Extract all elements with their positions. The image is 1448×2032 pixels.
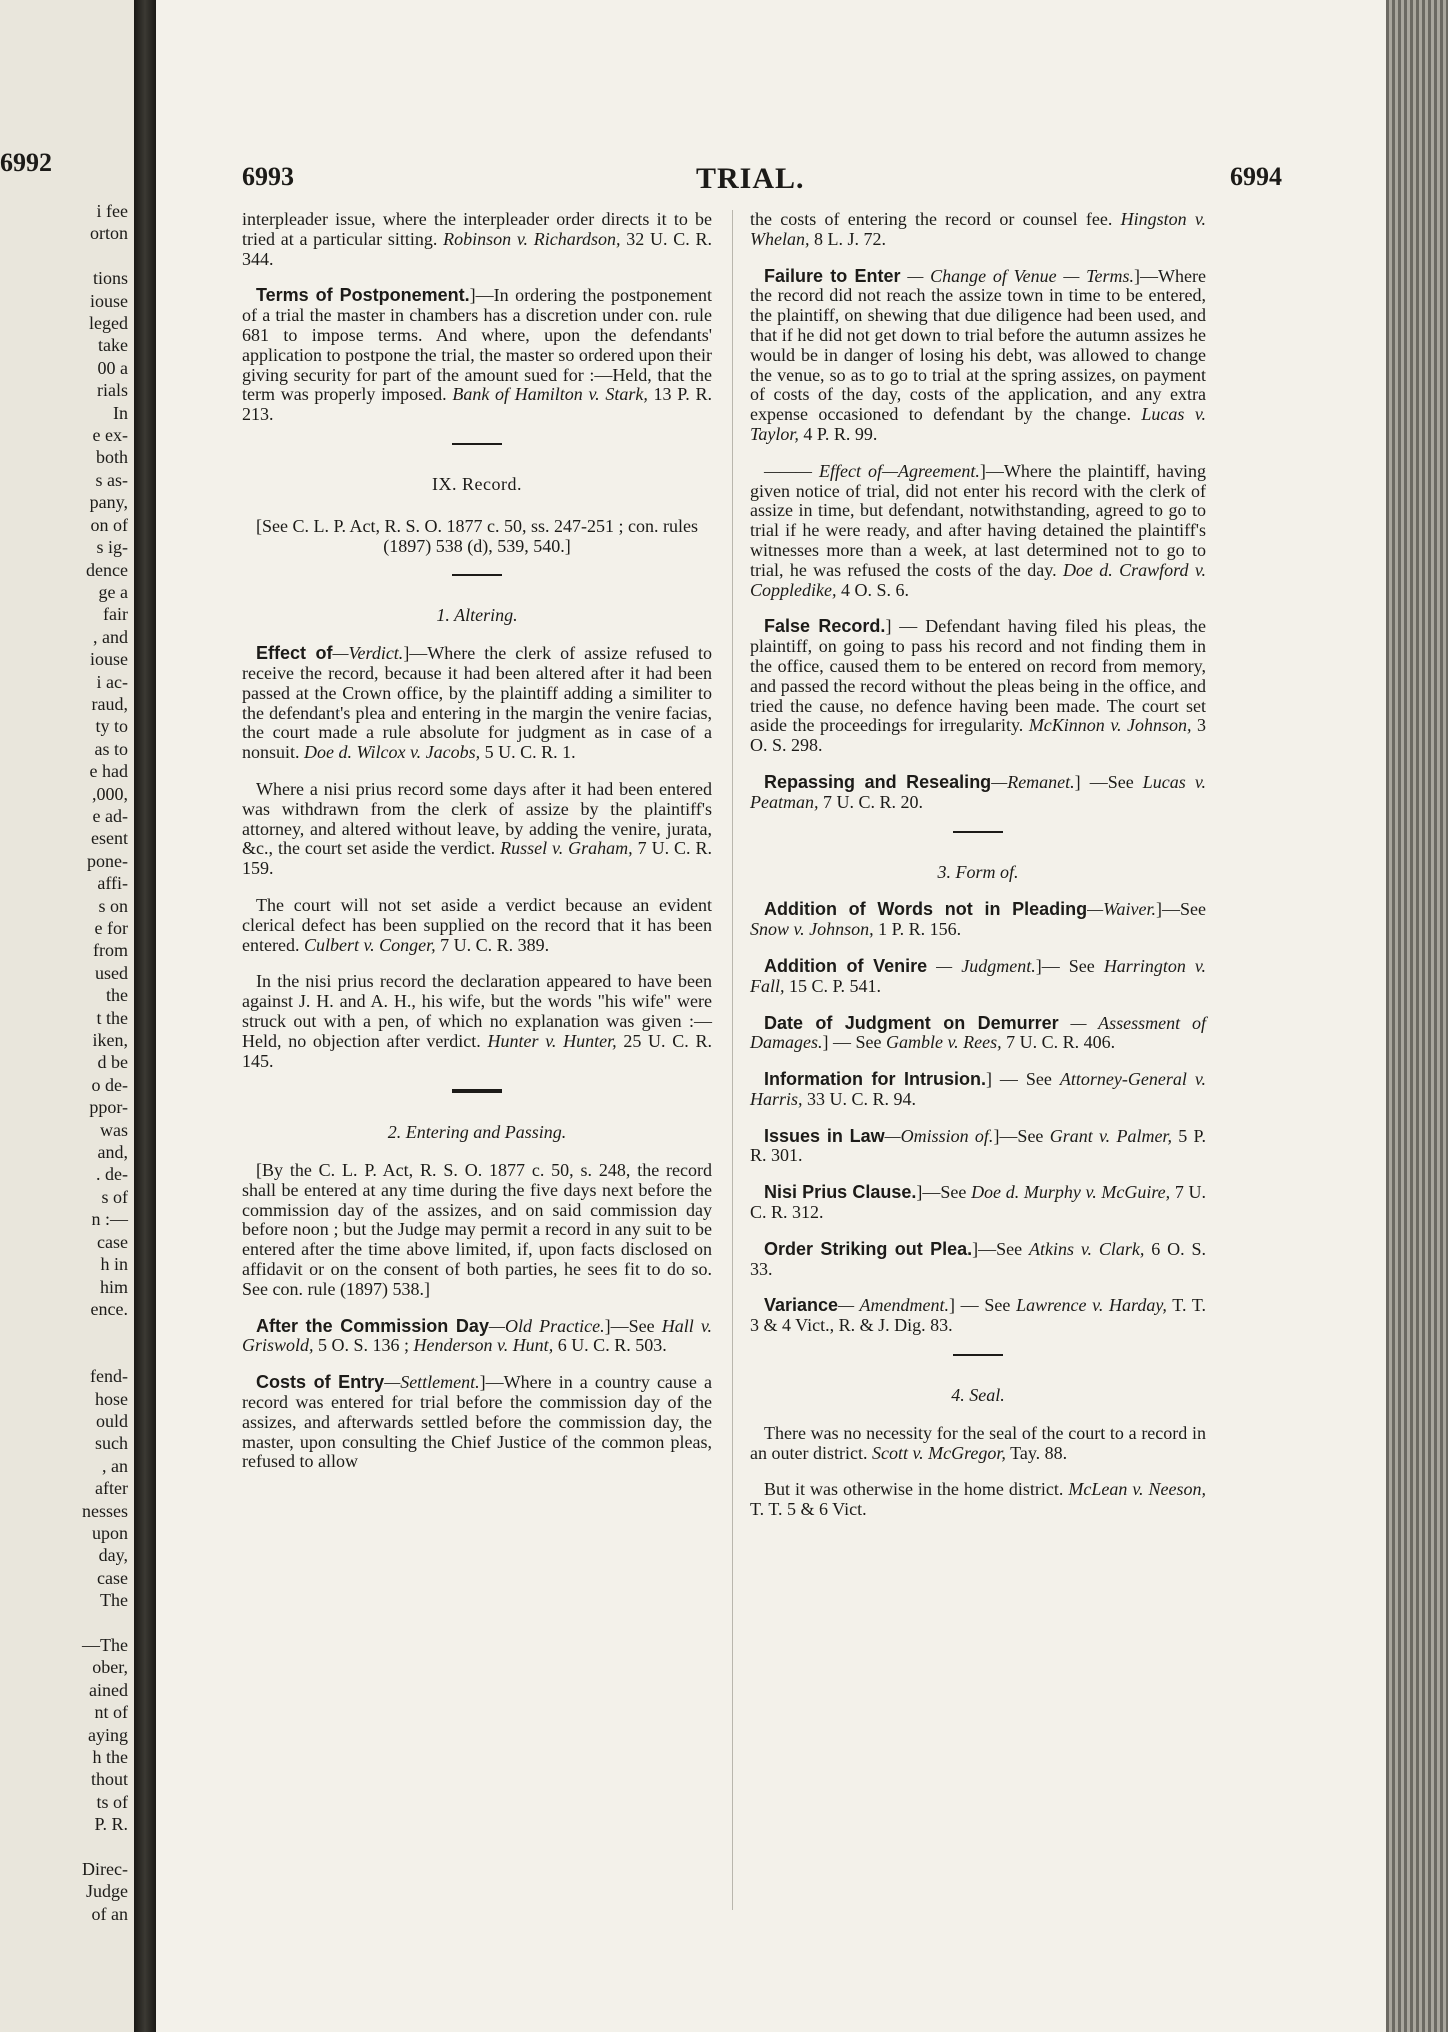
facing-page-line: s of: [101, 1186, 128, 1207]
entry-order-striking-out-plea: Order Striking out Plea.]—See Atkins v. Clark, 6 O. S. 33.: [750, 1238, 1207, 1279]
facing-page-line: him: [99, 1276, 128, 1297]
facing-page-line: nt of: [94, 1702, 128, 1723]
facing-page-line: aying: [88, 1724, 128, 1745]
entry-effect-of-agreement: ——— Effect of—Agreement.]—Where the plaintiff, having given notice of trial, did not enter his record with the clerk of assize in time, but defendant, notwithstanding, agreed to go to trial if he were ready, and after having detained the plaintiff's witnesses more than a week, at last determined not to go to trial, he was refused the costs of the day. Doe d. Crawford v. Coppledike, 4 O. S. 6.: [750, 460, 1207, 600]
entry-continued: interpleader issue, where the interpleader order directs it to be tried at a particular sitting. Robinson v. Richardson, 32 U. C. R. 344.: [242, 209, 713, 269]
facing-page-line: ppor-: [89, 1097, 128, 1118]
facing-page-line: h in: [100, 1254, 128, 1275]
facing-page-line: In: [113, 402, 128, 423]
facing-page-line: hose: [95, 1388, 128, 1409]
book-page: [156, 0, 1386, 2032]
divider: [452, 443, 502, 445]
facing-page-line: [0, 1836, 128, 1858]
facing-page-line: of an: [91, 1903, 128, 1924]
facing-page-line: case: [97, 1231, 128, 1252]
entry-paragraph: In the nisi prius record the declaration appeared to have been against J. H. and A. H., his wife, but the words "his wife" were struck out with a pen, of which no explanation was given :—Held, no objection after verdict. Hunter v. Hunter, 25 U. C. R. 145.: [242, 971, 712, 1071]
entry-terms-of-postponement: Terms of Postponement.]—In ordering the postponement of a trial the master in chambers has a discretion under con. rule 681 to impose terms. And where, upon the defendants' application to postpone the trial, the master so ordered upon their giving security for part of the amount sued for :—Held, that the term was properly imposed. Bank of Hamilton v. Stark, 13 P. R. 213.: [242, 285, 713, 425]
facing-page-line: upon: [92, 1522, 128, 1543]
subsection-heading: 2. Entering and Passing.: [387, 1122, 567, 1143]
facing-page-line: rials: [97, 380, 128, 401]
entry-variance: Variance— Amendment.] — See Lawrence v. Harday, T. T. 3 & 4 Vict., R. & J. Dig. 83.: [750, 1295, 1207, 1336]
facing-page-line: e ad-: [92, 805, 128, 826]
entry-continued: the costs of entering the record or counsel fee. Hingston v. Whelan, 8 L. J. 72.: [750, 209, 1206, 249]
section-note: [See C. L. P. Act, R. S. O. 1877 c. 50, ss. 247-251 ; con. rules (1897) 538 (d), 539, 540.]: [256, 515, 698, 556]
entry-paragraph: [By the C. L. P. Act, R. S. O. 1877 c. 50, s. 248, the record shall be entered at any time during the five days next before the commission day of the assizes, and on said commission day before noon ; but the Judge may permit a record in any suit to be entered after the time above limited, if, upon facts disclosed on affidavit or on the consent of both parties, he sees fit to do so. See con. rule (1897) 538.]: [242, 1160, 712, 1299]
facing-page-line: P. R.: [94, 1814, 128, 1835]
entry-information-for-intrusion: Information for Intrusion.] — See Attorney-General v. Harris, 33 U. C. R. 94.: [750, 1069, 1206, 1109]
facing-page-line: t the: [96, 1007, 128, 1028]
entry-repassing: Repassing and Resealing—Remanet.] —See Lucas v. Peatman, 7 U. C. R. 20.: [750, 771, 1206, 812]
facing-page-line: ,000,: [92, 783, 128, 804]
facing-page-line: after: [95, 1478, 128, 1499]
facing-page-line: Direc-: [82, 1859, 128, 1880]
divider: [452, 574, 502, 576]
facing-page-line: raud,: [91, 693, 128, 714]
facing-page-line: take: [98, 335, 128, 356]
entry-issues-in-law: Issues in Law—Omission of.]—See Grant v. Palmer, 5 P. R. 301.: [750, 1125, 1207, 1166]
facing-page-line: s ig-: [96, 537, 128, 558]
facing-page-line: i fee: [96, 201, 128, 221]
left-page-number: 6993: [242, 162, 294, 191]
facing-page-line: fend-: [90, 1366, 128, 1387]
facing-page-line: day,: [98, 1545, 128, 1566]
entry-false-record: False Record.] — Defendant having filed his pleas, the plaintiff, on going to pass his record and not finding them in the office, caused them to be entered on record from memory, and passed the record without the pleas being in the office, and tried the cause, no defence having been made. The court set aside the proceedings for irregularity. McKinnon v. Johnson, 3 O. S. 298.: [750, 616, 1207, 756]
facing-page-line: leged: [89, 313, 128, 334]
entry-after-commission-day: After the Commission Day—Old Practice.]—See Hall v. Griswold, 5 O. S. 136 ; Henderson v. Hunt, 6 U. C. R. 503.: [242, 1315, 713, 1356]
facing-page-line: ould: [95, 1410, 128, 1431]
entry-nisi-prius-clause: Nisi Prius Clause.]—See Doe d. Murphy v. McGuire, 7 U. C. R. 312.: [750, 1182, 1207, 1223]
facing-page-line: iouse: [90, 290, 128, 311]
page-edges: [1386, 0, 1448, 2032]
entry-failure-to-enter: Failure to Enter — Change of Venue — Terms.]—Where the record did not reach the assize town in time to be entered, the plaintiff, on shewing that due diligence had been used, and that if he did not get down to trial before the autumn assizes he would be in danger of losing his debt, was allowed to change the venue, so as to go to trial at the spring assizes, on payment of costs of the day, costs of the application, and any extra expense occasioned to defendant by the change. Lucas v. Taylor, 4 P. R. 99.: [750, 265, 1206, 444]
facing-page-line: , and: [93, 626, 128, 647]
facing-page-line: i ac-: [96, 671, 128, 692]
divider: [953, 1354, 1003, 1356]
subsection-heading: 4. Seal.: [951, 1385, 1005, 1406]
facing-page-line: e had: [89, 761, 128, 782]
facing-page-number: 6992: [0, 148, 52, 177]
facing-page-line: such: [95, 1433, 128, 1454]
facing-page-line: [0, 245, 128, 267]
facing-page-line: tions: [92, 268, 128, 289]
entry-costs-of-entry: Costs of Entry—Settlement.]—Where in a country cause a record was entered for trial before the commission day of the assizes, and afterwards settled before the commission day, the master, upon consulting the Chief Justice of the common pleas, refused to allow: [242, 1372, 712, 1472]
facing-page-line: d be: [97, 1052, 128, 1073]
facing-page-line: o de-: [91, 1074, 128, 1095]
left-column: [242, 210, 712, 1489]
section-heading: IX. Record.: [432, 473, 522, 494]
facing-page-line: and,: [97, 1142, 128, 1163]
facing-page-line: s as-: [95, 469, 128, 490]
facing-page-line: e for: [94, 918, 128, 938]
entry-paragraph: There was no necessity for the seal of the court to a record in an outer district. Scott v. McGregor, Tay. 88.: [750, 1422, 1206, 1463]
facing-page-line: pone-: [87, 850, 128, 871]
facing-page-line: n :—: [91, 1209, 128, 1230]
page-header: [156, 162, 1386, 202]
facing-page-line: [0, 1612, 128, 1634]
facing-page-line: [0, 1320, 128, 1342]
divider: [953, 831, 1003, 833]
facing-page-line: from: [93, 940, 128, 961]
entry-paragraph: But it was otherwise in the home district. McLean v. Neeson, T. T. 5 & 6 Vict.: [750, 1479, 1206, 1520]
entry-addition-of-venire: Addition of Venire — Judgment.]— See Harrington v. Fall, 15 C. P. 541.: [750, 955, 1207, 996]
facing-page-line: iken,: [92, 1030, 128, 1051]
facing-page: [0, 0, 134, 2032]
facing-page-line: thout: [90, 1769, 128, 1790]
subsection-heading: 3. Form of.: [937, 861, 1019, 882]
facing-page-line: ained: [89, 1679, 128, 1700]
facing-page-line: case: [97, 1567, 128, 1588]
entry-paragraph: Where a nisi prius record some days after it had been entered was withdrawn from the clerk of assize by the plaintiff's attorney, and altered without leave, by adding the venire, jurata, &c., the court set aside the verdict. Russel v. Graham, 7 U. C. R. 159.: [242, 778, 713, 879]
entry-date-of-judgment: Date of Judgment on Demurrer — Assessment of Damages.] — See Gamble v. Rees, 7 U. C. R. 406.: [750, 1012, 1206, 1053]
divider: [452, 1089, 502, 1093]
facing-page-line: Judge: [86, 1881, 128, 1902]
running-title: TRIAL.: [696, 162, 805, 195]
facing-page-line: ober,: [92, 1657, 128, 1678]
facing-page-line: both: [95, 447, 128, 468]
facing-page-line: ts of: [96, 1791, 128, 1812]
facing-page-line: . de-: [96, 1164, 128, 1185]
facing-page-line: 00 a: [97, 357, 128, 378]
facing-page-line: pany,: [89, 492, 128, 513]
facing-page-line: nesses: [82, 1500, 128, 1521]
subsection-heading: 1. Altering.: [436, 605, 518, 626]
facing-page-line: the: [106, 985, 128, 1006]
facing-page-line: was: [100, 1119, 128, 1140]
right-page-number: 6994: [1230, 162, 1282, 191]
facing-page-line: dence: [86, 559, 128, 580]
facing-page-line: [0, 1343, 128, 1365]
facing-page-line: affi-: [97, 873, 128, 894]
facing-page-line: , an: [102, 1455, 128, 1476]
entry-effect-of: Effect of—Verdict.]—Where the clerk of assize refused to receive the record, because it had been altered after it had been passed at the Crown office, by the plaintiff adding a similiter to the defendant's plea and entering in the margin the venire facias, the court made a rule absolute for judgment as in case of a nonsuit. Doe d. Wilcox v. Jacobs, 5 U. C. R. 1.: [242, 643, 713, 763]
facing-page-line: The: [100, 1590, 128, 1611]
facing-page-line: used: [95, 962, 128, 983]
facing-page-line: s on: [98, 895, 128, 916]
facing-page-line: ge a: [98, 581, 128, 602]
book-gutter: [134, 0, 156, 2032]
facing-page-line: fair: [103, 604, 128, 625]
facing-page-margin-text: [0, 200, 128, 1925]
facing-page-line: e ex-: [92, 425, 128, 446]
facing-page-line: ty to: [95, 716, 128, 737]
entry-addition-of-words: Addition of Words not in Pleading—Waiver.]—See Snow v. Johnson, 1 P. R. 156.: [750, 899, 1206, 940]
entry-paragraph: The court will not set aside a verdict because an evident clerical defect has been supplied on the record that it has been entered. Culbert v. Conger, 7 U. C. R. 389.: [242, 894, 712, 955]
facing-page-line: h the: [92, 1747, 128, 1768]
facing-page-line: iouse: [90, 649, 128, 670]
facing-page-line: as to: [94, 738, 128, 759]
facing-page-line: orton: [90, 223, 128, 244]
facing-page-line: esent: [91, 828, 128, 849]
facing-page-line: on of: [90, 514, 128, 535]
facing-page-line: —The: [82, 1635, 128, 1655]
facing-page-line: ence.: [90, 1298, 128, 1319]
right-column: [750, 210, 1206, 1537]
